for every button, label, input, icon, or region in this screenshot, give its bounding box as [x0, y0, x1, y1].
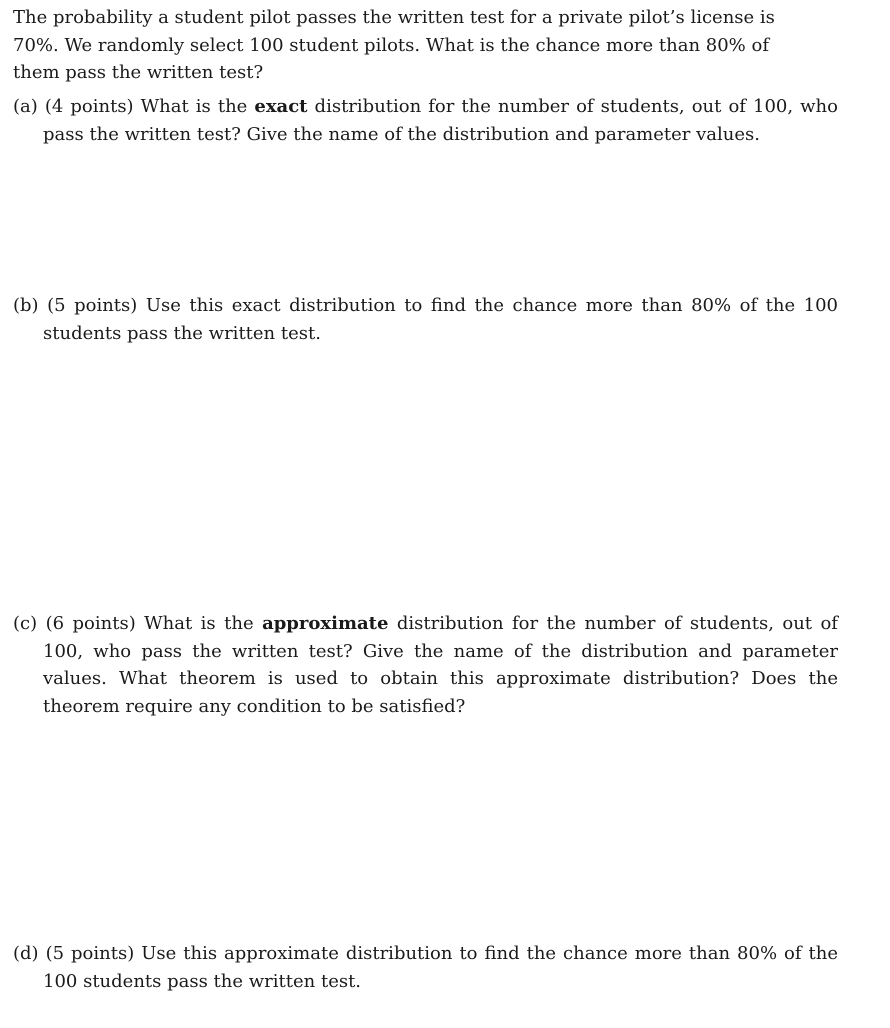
question-a-label: (a) — [13, 96, 38, 117]
question-c-label: (c) — [13, 613, 38, 634]
question-c-emphasis: approximate — [262, 613, 389, 634]
question-b — [13, 292, 838, 347]
question-a-emphasis: exact — [254, 96, 308, 117]
question-a-text-start: What is the — [140, 96, 255, 117]
question-b-text: Use this exact distribution to find the chance more than 80% of the 100 students pass the written test. — [43, 295, 838, 344]
question-a-points: (4 points) — [44, 96, 134, 117]
question-d-text: Use this approximate distribution to find the chance more than 80% of the 100 students pass the written test. — [43, 943, 838, 992]
question-c-points: (6 points) — [45, 613, 136, 634]
question-d-label: (d) — [13, 943, 39, 964]
question-a-text-end: distribution for the number of students, out of 100, who pass the written test? Give the name of the distribution and parameter values. — [43, 96, 838, 145]
question-c-text-end: distribution for the number of students, out of 100, who pass the written test? Give the name of the distribution and parameter values. What theorem is used to obtain this approximate distribution? Does the theorem require any condition to be satisfied? — [43, 613, 838, 717]
answer-space-c[interactable] — [13, 725, 808, 930]
question-d — [13, 940, 838, 995]
question-c — [13, 610, 838, 720]
answer-space-a[interactable] — [13, 150, 808, 285]
question-a — [13, 93, 838, 148]
question-d-points: (5 points) — [45, 943, 135, 964]
answer-space-b[interactable] — [13, 350, 808, 600]
question-b-points: (5 points) — [47, 295, 138, 316]
question-c-text-start: What is the — [144, 613, 263, 634]
question-b-label: (b) — [13, 295, 39, 316]
problem-statement: The probability a student pilot passes the written test for a private pilot’s license is 70%. We randomly select 100 student pilots. What is the chance more than 80% of them pass the written test? — [13, 7, 775, 83]
